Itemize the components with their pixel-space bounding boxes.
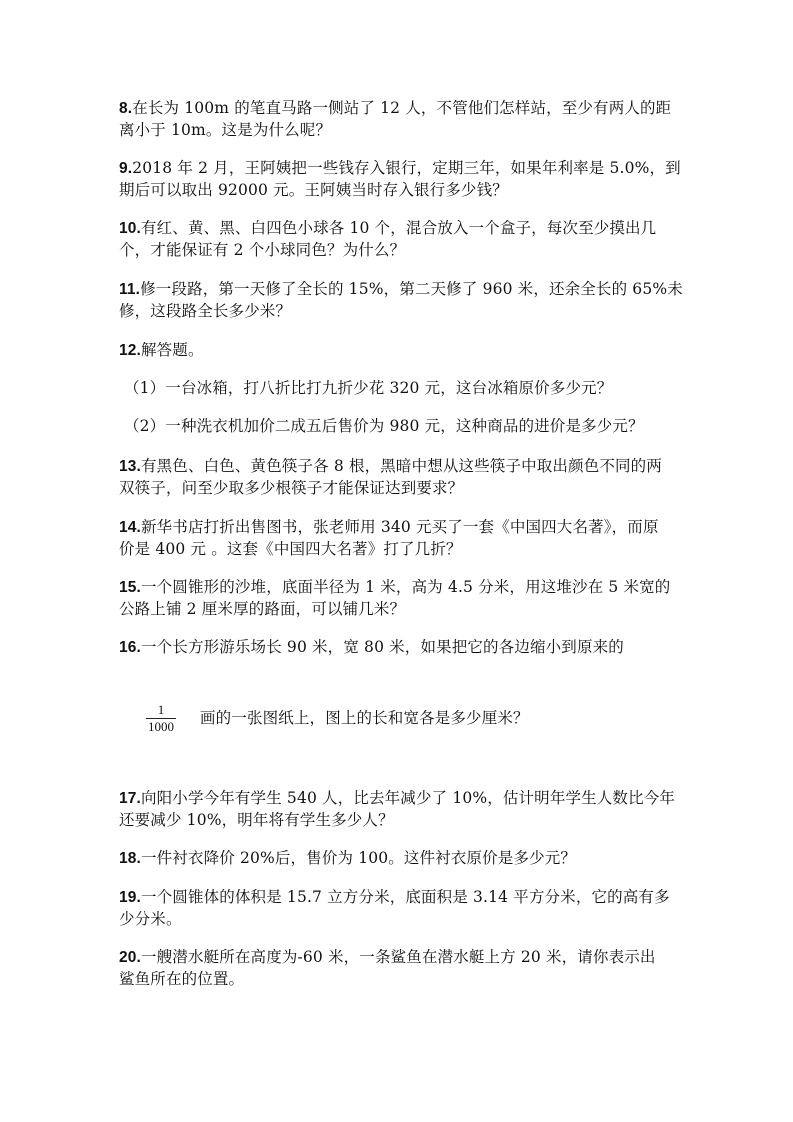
problem-15-line-2: 公路上铺 2 厘米厚的路面，可以铺几米？ (119, 600, 406, 618)
problem-12-sub-1: （1）一台冰箱，打八折比打九折少花 320 元，这台冰箱原价多少元？ (124, 379, 613, 397)
problem-number: 15. (119, 579, 141, 596)
problem-12-sub-2: （2）一种洗衣机加价二成五后售价为 980 元，这种商品的进价是多少元？ (124, 417, 644, 435)
problem-8-line-1: 8.在长为 100m 的笔直马路一侧站了 12 人，不管他们怎样站，至少有两人的距 (119, 99, 672, 117)
problem-13-line-1: 13.有黑色、白色、黄色筷子各 8 根，黑暗中想从这些筷子中取出颜色不同的两 (119, 457, 662, 475)
problem-14-line-2: 价是 400 元 。这套《中国四大名著》打了几折？ (119, 540, 462, 558)
problem-19-line-1: 19.一个圆锥体的体积是 15.7 立方分米，底面积是 3.14 平方分米，它的高有多 (119, 888, 670, 906)
problem-number: 19. (119, 889, 141, 906)
problem-17-line-2: 还要减少 10%，明年将有学生多少人？ (119, 811, 394, 829)
problem-13-line-2: 双筷子，问至少取多少根筷子才能保证达到要求？ (119, 479, 464, 497)
problem-10-line-1: 10.有红、黄、黑、白四色小球各 10 个，混合放入一个盒子，每次至少摸出几 (119, 219, 657, 237)
problem-number: 9. (119, 160, 133, 177)
problem-15-line-1: 15.一个圆锥形的沙堆，底面半径为 1 米，高为 4.5 分米，用这堆沙在 5 米宽的 (119, 578, 671, 596)
problem-12-line-1: 12.解答题。 (119, 341, 204, 359)
problem-20-line-2: 鲨鱼所在的位置。 (119, 970, 245, 988)
problem-number: 18. (119, 850, 141, 867)
problem-16-line-2: 画的一张图纸上，图上的长和宽各是多少厘米？ (200, 709, 529, 727)
problem-20-line-1: 20.一艘潜水艇所在高度为-60 米，一条鲨鱼在潜水艇上方 20 米，请你表示出 (119, 948, 656, 966)
problem-18-line-1: 18.一件衬衣降价 20%后，售价为 100。这件衬衣原价是多少元？ (119, 849, 577, 867)
problem-11-line-2: 修，这段路全长多少米？ (119, 302, 292, 320)
problem-10-line-2: 个，才能保证有 2 个小球同色？为什么？ (119, 241, 406, 259)
problem-number: 10. (119, 220, 141, 237)
problem-number: 11. (119, 281, 141, 298)
problem-8-line-2: 离小于 10m。这是为什么呢？ (119, 121, 332, 139)
problem-9-line-1: 9.2018 年 2 月，王阿姨把一些钱存入银行，定期三年，如果年利率是 5.0%，到 (119, 159, 681, 177)
problem-9-line-2: 期后可以取出 92000 元。王阿姨当时存入银行多少钱？ (119, 181, 508, 199)
fraction-one-thousandth: 1 1000 (148, 702, 174, 734)
problem-19-line-2: 少分米。 (119, 910, 182, 928)
problem-number: 20. (119, 949, 141, 966)
problem-number: 13. (119, 458, 141, 475)
problem-14-line-1: 14.新华书店打折出售图书，张老师用 340 元买了一套《中国四大名著》，而原 (119, 518, 659, 536)
problem-number: 8. (119, 100, 133, 117)
problem-number: 12. (119, 342, 141, 359)
problem-number: 14. (119, 519, 141, 536)
problem-number: 17. (119, 790, 141, 807)
problem-16-line-1: 16.一个长方形游乐场长 90 米，宽 80 米，如果把它的各边缩小到原来的 (119, 638, 624, 656)
problem-17-line-1: 17.向阳小学今年有学生 540 人，比去年减少了 10%，估计明年学生人数比今年 (119, 789, 676, 807)
problem-11-line-1: 11.修一段路，第一天修了全长的 15%，第二天修了 960 米，还余全长的 65%未 (119, 280, 683, 298)
problem-number: 16. (119, 639, 141, 656)
